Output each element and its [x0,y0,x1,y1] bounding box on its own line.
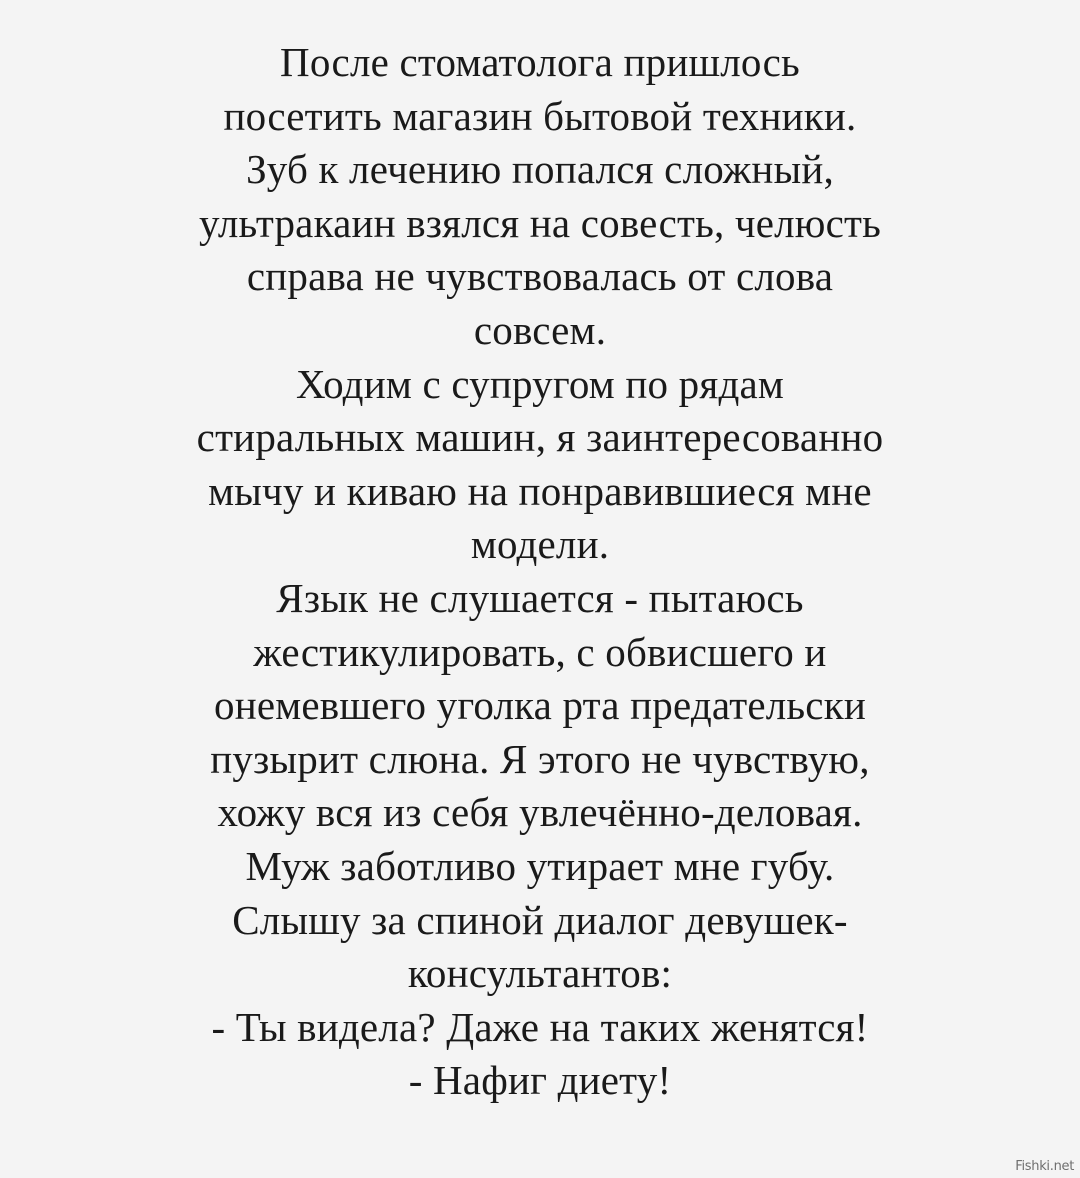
story-line: онемевшего уголка рта предательски [214,682,866,729]
story-line: консультантов: [407,950,673,997]
story-line: посетить магазин бытовой техники. [223,92,857,139]
story-line: Язык не слушается - пытаюсь [276,574,804,621]
story-line: - Ты видела? Даже на таких женятся! [211,1003,869,1050]
story-line: Ходим с супругом по рядам [295,360,785,407]
story-line: пузырит слюна. Я этого не чувствую, [210,735,870,782]
story-line: мычу и киваю на понравившиеся мне [208,467,872,514]
story-line: Муж заботливо утирает мне губу. [245,842,835,889]
story-line: жестикулировать, с обвисшего и [253,628,827,675]
story-line: Слышу за спиной диалог девушек- [232,896,848,943]
watermark: Fishki.net [1015,1159,1074,1174]
story-line: - Нафиг диету! [408,1057,672,1104]
story-line: модели. [470,521,610,568]
story-line: справа не чувствовалась от слова [246,253,834,300]
story-line: После стоматолога пришлось [280,39,800,85]
story-line: хожу вся из себя увлечённо-деловая. [217,789,863,836]
story-line: ультракаин взялся на совесть, челюсть [198,199,882,246]
story-text [0,36,1080,1108]
story-line: совсем. [473,306,607,353]
story-line: стиральных машин, я заинтересованно [196,414,884,461]
story-line: Зуб к лечению попался сложный, [246,146,834,193]
